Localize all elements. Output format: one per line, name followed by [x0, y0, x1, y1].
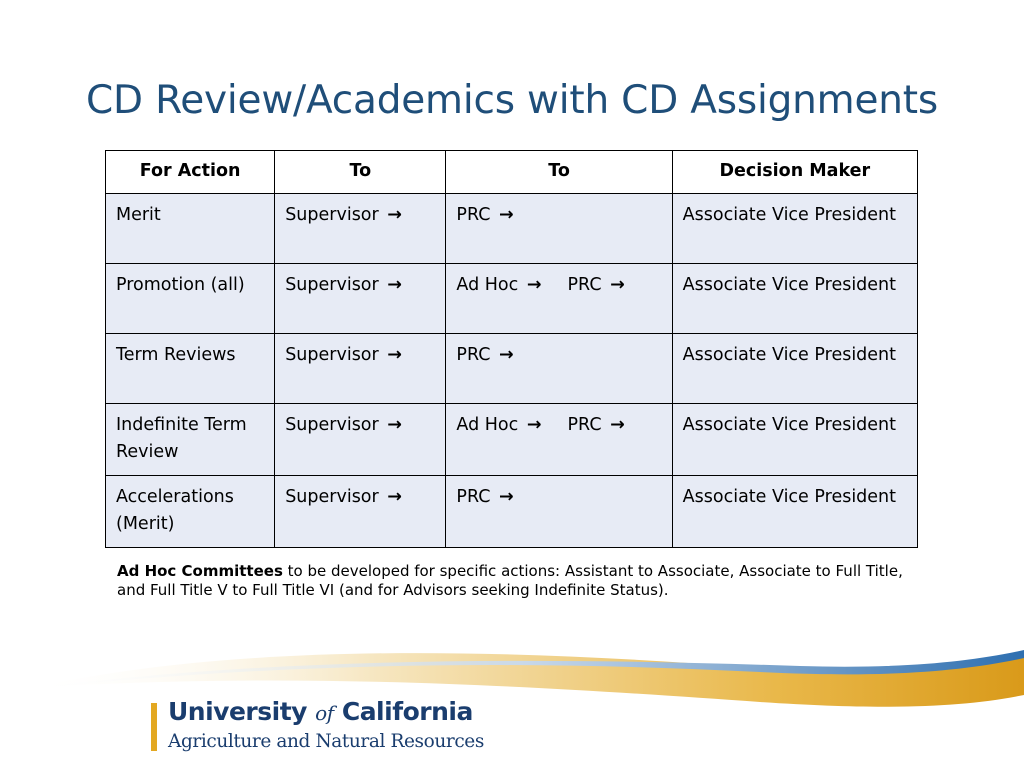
- header-decision-maker: Decision Maker: [672, 151, 917, 194]
- to-2a-label: PRC: [456, 487, 491, 507]
- cell-to-1: [275, 476, 446, 548]
- cell-decision-maker: [672, 476, 917, 548]
- to-2b-label: PRC: [567, 415, 602, 435]
- to-1-label: Supervisor: [285, 275, 379, 295]
- right-arrow-icon: →: [526, 415, 542, 435]
- action-label: Merit: [116, 205, 161, 225]
- to-1-label: Supervisor: [285, 345, 379, 365]
- to-1-label: Supervisor: [285, 487, 379, 507]
- cell-to-1: [275, 264, 446, 334]
- cell-to-1: [275, 404, 446, 476]
- action-label: Term Reviews: [116, 345, 236, 365]
- to-1-label: Supervisor: [285, 415, 379, 435]
- cell-decision-maker: [672, 194, 917, 264]
- header-to-2: To: [446, 151, 672, 194]
- right-arrow-icon: →: [387, 345, 402, 365]
- right-arrow-icon: →: [610, 275, 625, 295]
- right-arrow-icon: →: [387, 487, 402, 507]
- ad-hoc-note: [117, 562, 917, 600]
- decision-label: Associate Vice President: [682, 205, 897, 225]
- to-2a-label: Ad Hoc: [456, 275, 519, 295]
- table-header-row: [106, 151, 918, 194]
- uc-logo-wordmark: [168, 697, 473, 726]
- decision-label: Associate Vice President: [682, 415, 897, 435]
- swoosh-graphic: [0, 600, 1024, 710]
- logo-california: California: [341, 697, 473, 726]
- cell-for-action: [106, 194, 275, 264]
- cell-to-1: [275, 194, 446, 264]
- to-2a-label: PRC: [456, 345, 491, 365]
- cell-to-2: [446, 334, 672, 404]
- cell-decision-maker: [672, 334, 917, 404]
- logo-university: University: [168, 697, 307, 726]
- cell-decision-maker: [672, 404, 917, 476]
- right-arrow-icon: →: [499, 345, 514, 365]
- cell-to-2: [446, 264, 672, 334]
- right-arrow-icon: →: [387, 415, 402, 435]
- to-2a-label: PRC: [456, 205, 491, 225]
- table-row: [106, 334, 918, 404]
- cell-to-2: [446, 476, 672, 548]
- action-label: Indefinite Term Review: [116, 415, 247, 462]
- decision-label: Associate Vice President: [682, 345, 897, 365]
- action-label: Promotion (all): [116, 275, 245, 295]
- note-text: to be developed for specific actions: Assistant to Associate, Associate to Full Title, and Full Title V to Full Title VI (and for Advisors seeking Indefinite Status).: [117, 562, 903, 599]
- cell-for-action: [106, 264, 275, 334]
- right-arrow-icon: →: [526, 275, 542, 295]
- action-label: Accelerations (Merit): [116, 487, 234, 534]
- table-body: [106, 194, 918, 548]
- to-2a-label: Ad Hoc: [456, 415, 519, 435]
- cell-for-action: [106, 334, 275, 404]
- right-arrow-icon: →: [499, 205, 514, 225]
- note-bold-label: Ad Hoc Committees: [117, 562, 283, 580]
- logo-gold-bar: [151, 703, 157, 751]
- cell-for-action: [106, 476, 275, 548]
- table-row: [106, 404, 918, 476]
- decision-label: Associate Vice President: [682, 487, 897, 507]
- right-arrow-icon: →: [387, 205, 402, 225]
- cell-for-action: [106, 404, 275, 476]
- to-1-label: Supervisor: [285, 205, 379, 225]
- right-arrow-icon: →: [499, 487, 514, 507]
- cell-to-2: [446, 404, 672, 476]
- right-arrow-icon: →: [610, 415, 625, 435]
- to-2b-label: PRC: [567, 275, 602, 295]
- cell-to-1: [275, 334, 446, 404]
- slide-title: CD Review/Academics with CD Assignments: [86, 78, 938, 123]
- assignments-table: [105, 150, 918, 548]
- right-arrow-icon: →: [387, 275, 402, 295]
- table-row: [106, 264, 918, 334]
- header-for-action: For Action: [106, 151, 275, 194]
- table-row: [106, 476, 918, 548]
- logo-of: of: [315, 701, 334, 725]
- cell-decision-maker: [672, 264, 917, 334]
- header-to-1: To: [275, 151, 446, 194]
- decision-label: Associate Vice President: [682, 275, 897, 295]
- table-row: [106, 194, 918, 264]
- anr-logo-subtitle: Agriculture and Natural Resources: [168, 731, 484, 752]
- cell-to-2: [446, 194, 672, 264]
